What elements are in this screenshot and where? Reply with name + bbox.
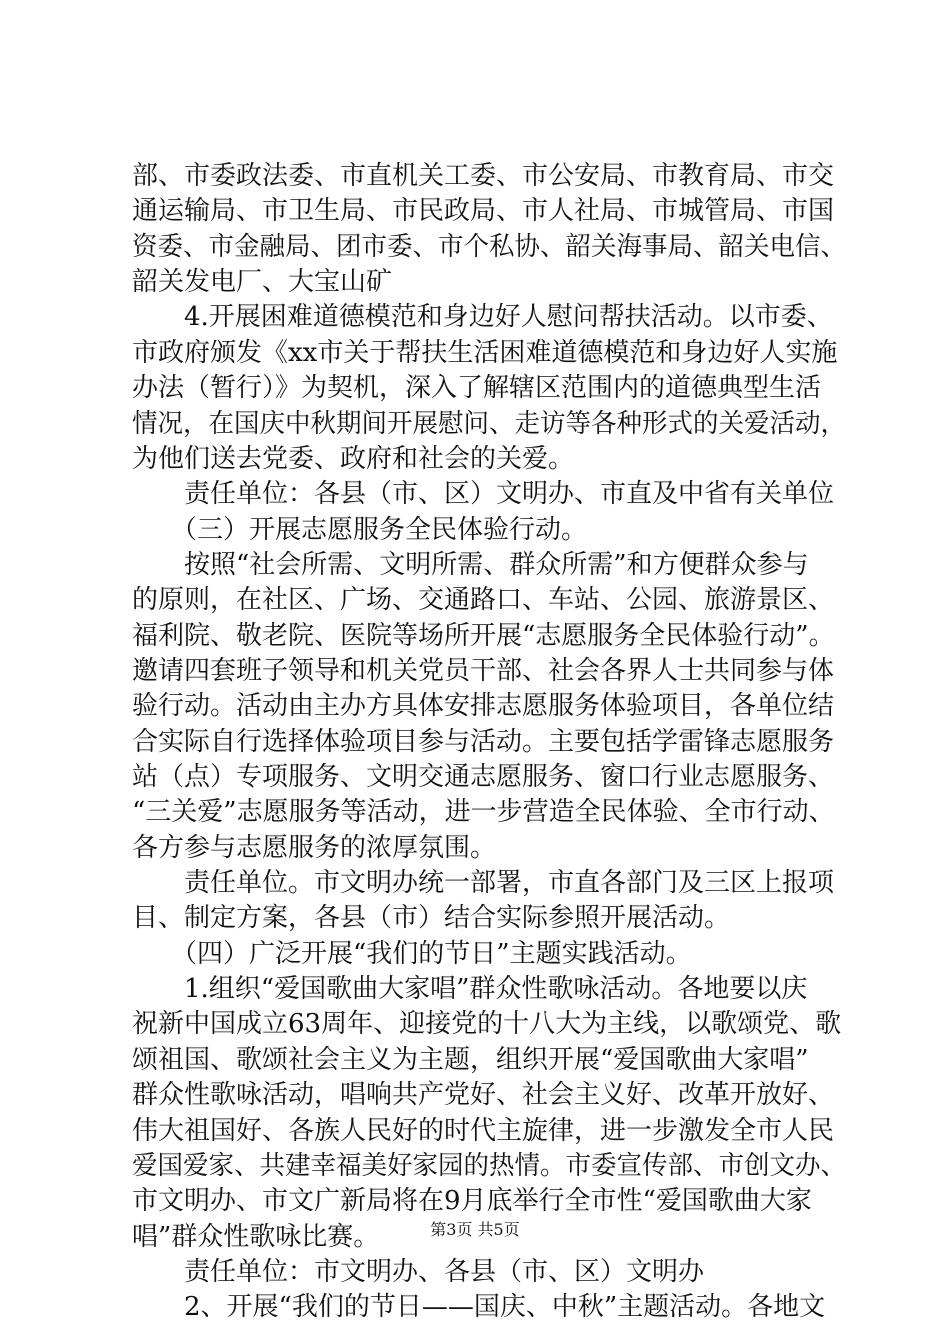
text-line: 责任单位：市文明办、各县（市、区）文明办 (132, 1256, 705, 1287)
text-line: 4.开展困难道德模范和身边好人慰问帮扶活动。以市委、 (132, 302, 833, 333)
text-line: 祝新中国成立63周年、迎接党的十八大为主线，以歌颂党、歌 (132, 1009, 842, 1040)
text-line: 验行动。活动由主办方具体安排志愿服务体验项目，各单位结 (132, 691, 835, 722)
text-line: 市文明办、市文广新局将在9月底举行全市性“爱国歌曲大家 (132, 1186, 812, 1217)
text-line: 邀请四套班子领导和机关党员干部、社会各界人士共同参与体 (132, 655, 835, 686)
text-line: （三）开展志愿服务全民体验行动。 (132, 514, 588, 545)
text-line: 站（点）专项服务、文明交通志愿服务、窗口行业志愿服务、 (132, 762, 835, 792)
text-line: 福利院、敬老院、医院等场所开展“志愿服务全民体验行动”。 (132, 620, 835, 651)
text-line: 办法（暂行）》为契机，深入了解辖区范围内的道德典型生活 (132, 373, 822, 404)
page-footer: 第3页 共5页 (430, 1220, 520, 1239)
text-line: 爱国爱家、共建幸福美好家园的热情。市委宣传部、市创文办、 (132, 1150, 847, 1181)
text-line: 伟大祖国好、各族人民好的时代主旋律，进一步激发全市人民 (132, 1115, 835, 1146)
text-line: 群众性歌咏活动，唱响共产党好、社会主义好、改革开放好、 (132, 1080, 835, 1111)
text-line: 合实际自行选择体验项目参与活动。主要包括学雷锋志愿服务 (132, 726, 835, 757)
text-line: 责任单位：各县（市、区）文明办、市直及中省有关单位 (132, 479, 835, 510)
text-line: 1.组织“爱国歌曲大家唱”群众性歌咏活动。各地要以庆 (132, 974, 808, 1005)
text-line: 市政府颁发《xx市关于帮扶生活困难道德模范和身边好人实施 (132, 337, 838, 368)
text-line: 部、市委政法委、市直机关工委、市公安局、市教育局、市交 (132, 161, 835, 191)
text-line: 情况，在国庆中秋期间开展慰问、走访等各种形式的关爱活动， (132, 408, 847, 439)
text-line: 按照“社会所需、文明所需、群众所需”和方便群众参与 (132, 549, 809, 580)
text-line: “三关爱”志愿服务等活动，进一步营造全民体验、全市行动、 (132, 797, 835, 828)
text-line: 各方参与志愿服务的浓厚氛围。 (132, 832, 497, 863)
text-line: 韶关发电厂、大宝山矿 (132, 267, 393, 298)
text-line: 责任单位。市文明办统一部署，市直各部门及三区上报项 (132, 868, 835, 898)
text-line: 通运输局、市卫生局、市民政局、市人社局、市城管局、市国 (132, 196, 835, 227)
text-line: 的原则，在社区、广场、交通路口、车站、公园、旅游景区、 (132, 585, 835, 616)
text-line: 颂祖国、歌颂社会主义为主题，组织开展“爱国歌曲大家唱” (132, 1044, 809, 1075)
text-line: 资委、市金融局、团市委、市个私协、韶关海事局、韶关电信、 (132, 231, 847, 262)
text-line: 为他们送去党委、政府和社会的关爱。 (132, 443, 575, 474)
text-line: 目、制定方案，各县（市）结合实际参照开展活动。 (132, 903, 731, 934)
text-line: 2、开展“我们的节日——国庆、中秋”主题活动。各地文 (132, 1292, 826, 1323)
text-line: 唱”群众性歌咏比赛。 (132, 1221, 380, 1252)
text-line: （四）广泛开展“我们的节日”主题实践活动。 (132, 938, 692, 969)
